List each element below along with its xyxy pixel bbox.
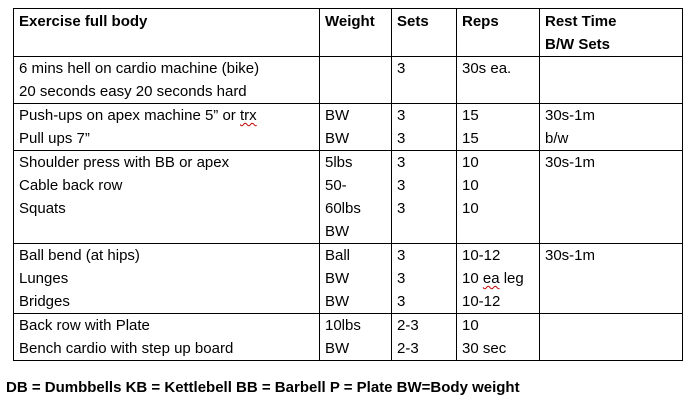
rest-cell bbox=[540, 314, 683, 361]
sets-cell: 2-3 2-3 bbox=[392, 314, 457, 361]
weight-cell bbox=[320, 57, 392, 104]
table-row bbox=[14, 57, 683, 104]
reps-cell: 30s ea. bbox=[457, 57, 540, 104]
table-row bbox=[14, 104, 683, 151]
header-rest-line1: Rest Time bbox=[545, 13, 617, 30]
table-row bbox=[14, 151, 683, 244]
reps-cell: 15 15 bbox=[457, 104, 540, 151]
rest-cell: 30s-1m bbox=[540, 151, 683, 244]
weight-cell: Ball BW BW bbox=[320, 244, 392, 314]
exercise-cell: Ball bend (at hips) Lunges Bridges bbox=[14, 244, 320, 314]
header-row bbox=[14, 9, 683, 57]
weight-cell: 5lbs 50- 60lbs BW bbox=[320, 151, 392, 244]
table-row bbox=[14, 244, 683, 314]
spellcheck-word: trx bbox=[239, 107, 257, 124]
spellcheck-word: ea bbox=[482, 270, 500, 287]
header-exercise: Exercise full body bbox=[14, 9, 320, 57]
header-reps: Reps bbox=[457, 9, 540, 57]
sets-cell: 3 3 3 bbox=[392, 244, 457, 314]
exercise-cell: 6 mins hell on cardio machine (bike) 20 seconds easy 20 seconds hard bbox=[14, 57, 320, 104]
rest-cell: 30s-1m bbox=[540, 244, 683, 314]
reps-cell: 10 10 10 bbox=[457, 151, 540, 244]
header-rest-line2: B/W Sets bbox=[545, 36, 611, 53]
sets-cell: 3 3 bbox=[392, 104, 457, 151]
header-weight: Weight bbox=[320, 9, 392, 57]
sets-cell: 3 3 3 bbox=[392, 151, 457, 244]
exercise-cell: Shoulder press with BB or apex Cable back row Squats bbox=[14, 151, 320, 244]
workout-table bbox=[13, 8, 683, 361]
sets-cell: 3 bbox=[392, 57, 457, 104]
abbreviation-legend: DB = Dumbbells KB = Kettlebell BB = Barbell P = Plate BW=Body weight bbox=[6, 379, 520, 396]
weight-cell: 10lbs BW bbox=[320, 314, 392, 361]
exercise-cell: Push-ups on apex machine 5” or trx Pull ups 7” bbox=[14, 104, 320, 151]
exercise-cell: Back row with Plate Bench cardio with step up board bbox=[14, 314, 320, 361]
table-row bbox=[14, 314, 683, 361]
reps-cell: 10 30 sec bbox=[457, 314, 540, 361]
rest-cell: 30s-1m b/w bbox=[540, 104, 683, 151]
reps-cell: 10-12 10 ea leg 10-12 bbox=[457, 244, 540, 314]
header-sets: Sets bbox=[392, 9, 457, 57]
header-rest bbox=[540, 9, 683, 57]
rest-cell bbox=[540, 57, 683, 104]
weight-cell: BW BW bbox=[320, 104, 392, 151]
